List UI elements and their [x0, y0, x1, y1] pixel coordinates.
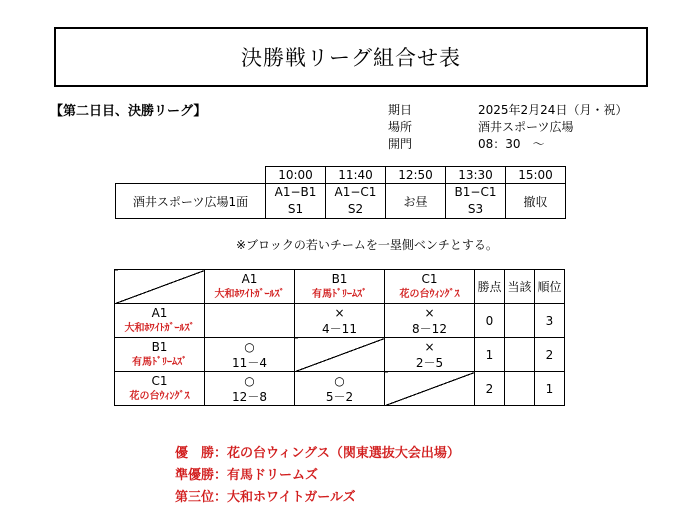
result-mark: × [424, 339, 435, 354]
team-seed: B1 [151, 339, 168, 354]
league-result [385, 304, 475, 338]
league-empty-cell [205, 304, 295, 338]
result-score: 11－4 [232, 355, 267, 370]
league-col-header [385, 270, 475, 304]
section-label: 【第二日目、決勝リーグ】 [50, 104, 207, 119]
info-value-date: 2025年2月24日（月・祝） [478, 103, 628, 117]
league-col-header [205, 270, 295, 304]
league-result [205, 338, 295, 372]
result-score: 5－2 [325, 389, 354, 404]
schedule-slot [326, 184, 386, 219]
result-mark: × [424, 305, 435, 320]
league-diagonal-cell [385, 372, 475, 406]
header-rank: 順位 [535, 270, 565, 304]
info-key-date: 期日 [388, 103, 413, 117]
result-mark: × [334, 305, 345, 320]
result-score: 8－12 [412, 321, 447, 336]
schedule-slot [266, 184, 326, 219]
schedule-time: 13:30 [446, 167, 506, 184]
schedule-slot: お昼 [386, 184, 446, 219]
team-rank: 3 [535, 304, 565, 338]
slot-code: S1 [287, 202, 304, 216]
team-seed: B1 [331, 271, 348, 286]
league-result [385, 338, 475, 372]
schedule-corner [116, 167, 266, 184]
slot-code: S2 [347, 202, 364, 216]
team-seed: C1 [421, 271, 438, 286]
slot-match: A1−B1 [274, 185, 317, 199]
result-mark: ○ [244, 339, 255, 354]
info-key-gate: 開門 [388, 137, 413, 151]
result-score: 12－8 [232, 389, 267, 404]
result-third: 第三位：大和ホワイトガールズ [175, 490, 356, 505]
slot-code: S3 [467, 202, 484, 216]
team-tie [505, 304, 535, 338]
result-mark: ○ [334, 373, 345, 388]
league-result [295, 372, 385, 406]
info-key-venue: 場所 [388, 120, 413, 134]
team-seed: C1 [151, 373, 168, 388]
team-name: 有馬ﾄﾞﾘｰﾑｽﾞ [312, 288, 367, 300]
league-row-header [115, 304, 205, 338]
schedule-time: 12:50 [386, 167, 446, 184]
page-title: 決勝戦リーグ組合せ表 [54, 27, 648, 87]
team-rank: 1 [535, 372, 565, 406]
info-value-gate: 08：30 ～ [478, 137, 545, 151]
header-points: 勝点 [475, 270, 505, 304]
team-name: 花の台ｳｨﾝｸﾞｽ [399, 288, 460, 300]
league-col-header [295, 270, 385, 304]
slot-match: B1−C1 [454, 185, 497, 199]
team-name: 花の台ｳｨﾝｸﾞｽ [129, 390, 190, 402]
schedule-venue: 酒井スポーツ広場1面 [116, 184, 266, 219]
team-points: 2 [475, 372, 505, 406]
result-score: 4－11 [322, 321, 357, 336]
league-result [205, 372, 295, 406]
team-tie [505, 372, 535, 406]
schedule-slot [446, 184, 506, 219]
team-tie [505, 338, 535, 372]
team-seed: A1 [151, 305, 168, 320]
team-points: 1 [475, 338, 505, 372]
team-name: 大和ﾎﾜｲﾄｶﾞｰﾙｽﾞ [214, 288, 285, 300]
schedule-slot: 撤収 [506, 184, 566, 219]
schedule-table [115, 166, 566, 219]
team-name: 大和ﾎﾜｲﾄｶﾞｰﾙｽﾞ [124, 322, 195, 334]
result-score: 2－5 [415, 355, 444, 370]
result-champion: 優 勝：花の台ウィングス（関東選抜大会出場） [175, 446, 460, 461]
schedule-time: 10:00 [266, 167, 326, 184]
slot-match: A1−C1 [334, 185, 377, 199]
team-name: 有馬ﾄﾞﾘｰﾑｽﾞ [132, 356, 187, 368]
schedule-time: 15:00 [506, 167, 566, 184]
header-tie: 当該 [505, 270, 535, 304]
league-diagonal-cell [295, 338, 385, 372]
league-row-header [115, 372, 205, 406]
result-runner-up: 準優勝：有馬ドリームズ [175, 468, 319, 483]
league-result [295, 304, 385, 338]
team-points: 0 [475, 304, 505, 338]
note-text: ※ブロックの若いチームを一塁側ベンチとする。 [236, 238, 498, 252]
result-mark: ○ [244, 373, 255, 388]
league-corner [115, 270, 205, 304]
team-seed: A1 [241, 271, 258, 286]
league-row-header [115, 338, 205, 372]
league-table [114, 269, 565, 406]
info-value-venue: 酒井スポーツ広場 [478, 120, 574, 134]
schedule-time: 11:40 [326, 167, 386, 184]
team-rank: 2 [535, 338, 565, 372]
